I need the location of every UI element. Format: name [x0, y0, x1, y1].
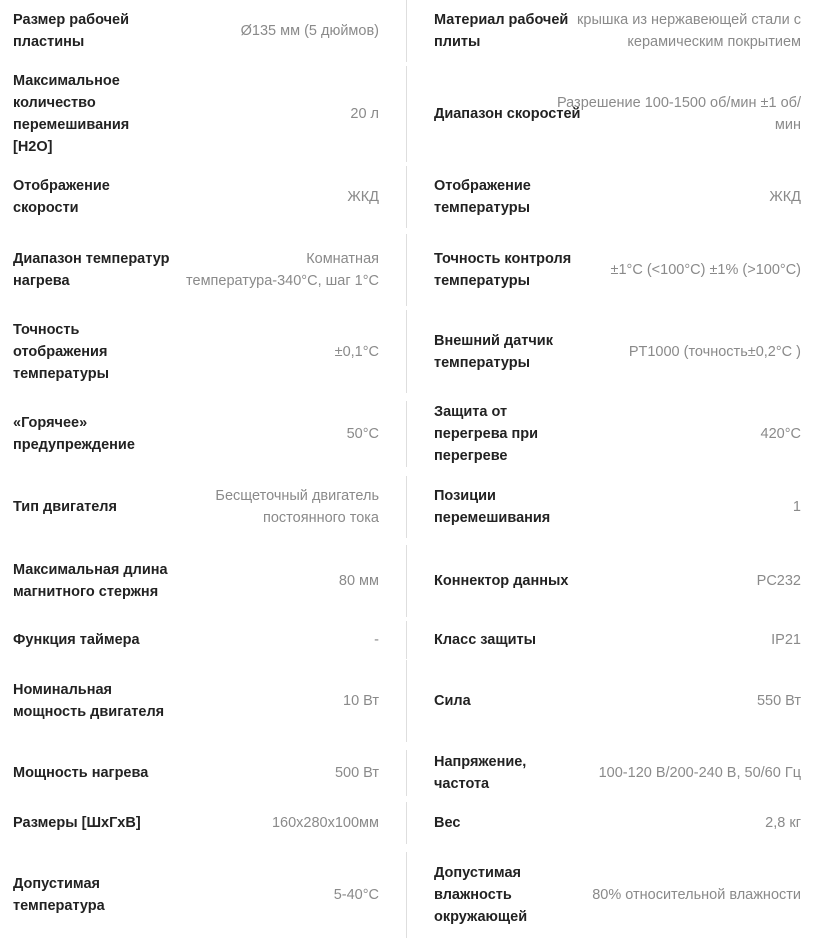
spec-value: ЖКД [347, 189, 379, 205]
spec-cell [0, 310, 406, 393]
spec-row [0, 545, 830, 617]
spec-cell [0, 660, 406, 742]
spec-cell [0, 476, 406, 538]
spec-label: Материал рабочей плиты [434, 12, 569, 50]
spec-label: Точность контроля температуры [434, 251, 572, 289]
spec-value: ±1°C (<100°C) ±1% (>100°C) [610, 262, 801, 278]
spec-row [0, 802, 830, 844]
spec-label: Допустимая влажность окружающей [434, 865, 528, 925]
spec-value: ±0,1°C [334, 343, 379, 360]
spec-value: Ø135 мм (5 дюймов) [240, 23, 379, 39]
spec-cell [407, 66, 830, 162]
spec-value: 20 л [350, 106, 379, 122]
spec-cell [407, 852, 830, 938]
spec-row [0, 852, 830, 938]
spec-cell [407, 621, 830, 659]
spec-value: 1 [792, 499, 801, 515]
spec-value: 420°C [760, 426, 801, 442]
spec-value: Комнатная температура-340°C, шаг 1°C [186, 251, 379, 289]
spec-cell [0, 750, 406, 796]
spec-value: Бесщеточный двигатель постоянного тока [215, 488, 379, 526]
spec-label: Функция таймера [13, 632, 140, 648]
spec-cell [0, 852, 406, 938]
spec-value: Разрешение 100-1500 об/мин ±1 об/мин [556, 95, 801, 133]
spec-row [0, 66, 830, 162]
spec-cell [0, 621, 406, 659]
spec-value: PC232 [756, 573, 801, 589]
spec-value: 100-120 В/200-240 В, 50/60 Гц [598, 765, 801, 781]
spec-cell [0, 0, 406, 62]
spec-cell [0, 66, 406, 162]
spec-row [0, 234, 830, 306]
spec-label: Отображение скорости [13, 178, 110, 216]
spec-cell [407, 750, 830, 796]
spec-label: Точность отображения температуры [13, 321, 110, 382]
spec-value: 80 мм [338, 573, 379, 589]
spec-cell [0, 545, 406, 617]
spec-value: 50°C [346, 426, 379, 442]
spec-cell [407, 660, 830, 742]
spec-value: 550 Вт [756, 693, 801, 709]
spec-value: - [374, 632, 379, 648]
spec-row [0, 310, 830, 393]
spec-label: Позиции перемешивания [434, 488, 551, 526]
spec-value: 160x280x100мм [271, 815, 379, 831]
spec-label: «Горячее» предупреждение [13, 415, 135, 453]
spec-label: Максимальное количество перемешивания [H2O] [13, 73, 130, 155]
spec-label: Мощность нагрева [13, 765, 149, 781]
spec-label: Номинальная мощность двигателя [13, 682, 165, 720]
spec-cell [0, 401, 406, 467]
spec-label: Сила [434, 693, 471, 709]
spec-label: Диапазон температур нагрева [13, 251, 170, 289]
spec-label: Размеры [ШхГхВ] [13, 815, 141, 831]
spec-row [0, 660, 830, 742]
spec-value: 500 Вт [334, 765, 379, 781]
spec-cell [407, 802, 830, 844]
spec-cell [407, 0, 830, 62]
spec-label: Тип двигателя [13, 499, 117, 515]
spec-cell [407, 234, 830, 306]
spec-label: Вес [434, 815, 461, 831]
spec-value: 80% относительной влажности [592, 887, 801, 903]
spec-label: Класс защиты [434, 632, 536, 648]
spec-row [0, 750, 830, 796]
spec-cell [407, 476, 830, 538]
spec-cell [407, 401, 830, 467]
spec-label: Внешний датчик температуры [434, 332, 553, 371]
spec-label: Отображение температуры [434, 178, 531, 216]
spec-value: ЖКД [769, 189, 801, 205]
spec-row [0, 401, 830, 467]
spec-cell [407, 166, 830, 228]
spec-cell [0, 802, 406, 844]
spec-value: PT1000 (точность±0,2°C ) [628, 343, 801, 360]
spec-label: Коннектор данных [434, 573, 569, 589]
spec-label: Размер рабочей пластины [13, 12, 130, 50]
spec-label: Защита от перегрева при перегреве [434, 404, 539, 464]
spec-row [0, 0, 830, 62]
spec-value: IP21 [771, 632, 801, 648]
spec-label: Максимальная длина магнитного стержня [13, 562, 168, 600]
spec-value: 5-40°C [333, 887, 379, 903]
spec-cell [0, 166, 406, 228]
spec-cell [407, 310, 830, 393]
spec-label: Допустимая температура [13, 876, 105, 914]
spec-cell [0, 234, 406, 306]
spec-row [0, 476, 830, 538]
spec-label: Напряжение, частота [434, 754, 527, 792]
spec-cell [407, 545, 830, 617]
spec-row [0, 166, 830, 228]
spec-label: Диапазон скоростей [434, 106, 581, 122]
spec-value: 10 Вт [343, 693, 379, 709]
spec-value: крышка из нержавеющей стали с керамическим покрытием [577, 12, 801, 50]
spec-row [0, 621, 830, 659]
spec-value: 2,8 кг [765, 815, 801, 831]
